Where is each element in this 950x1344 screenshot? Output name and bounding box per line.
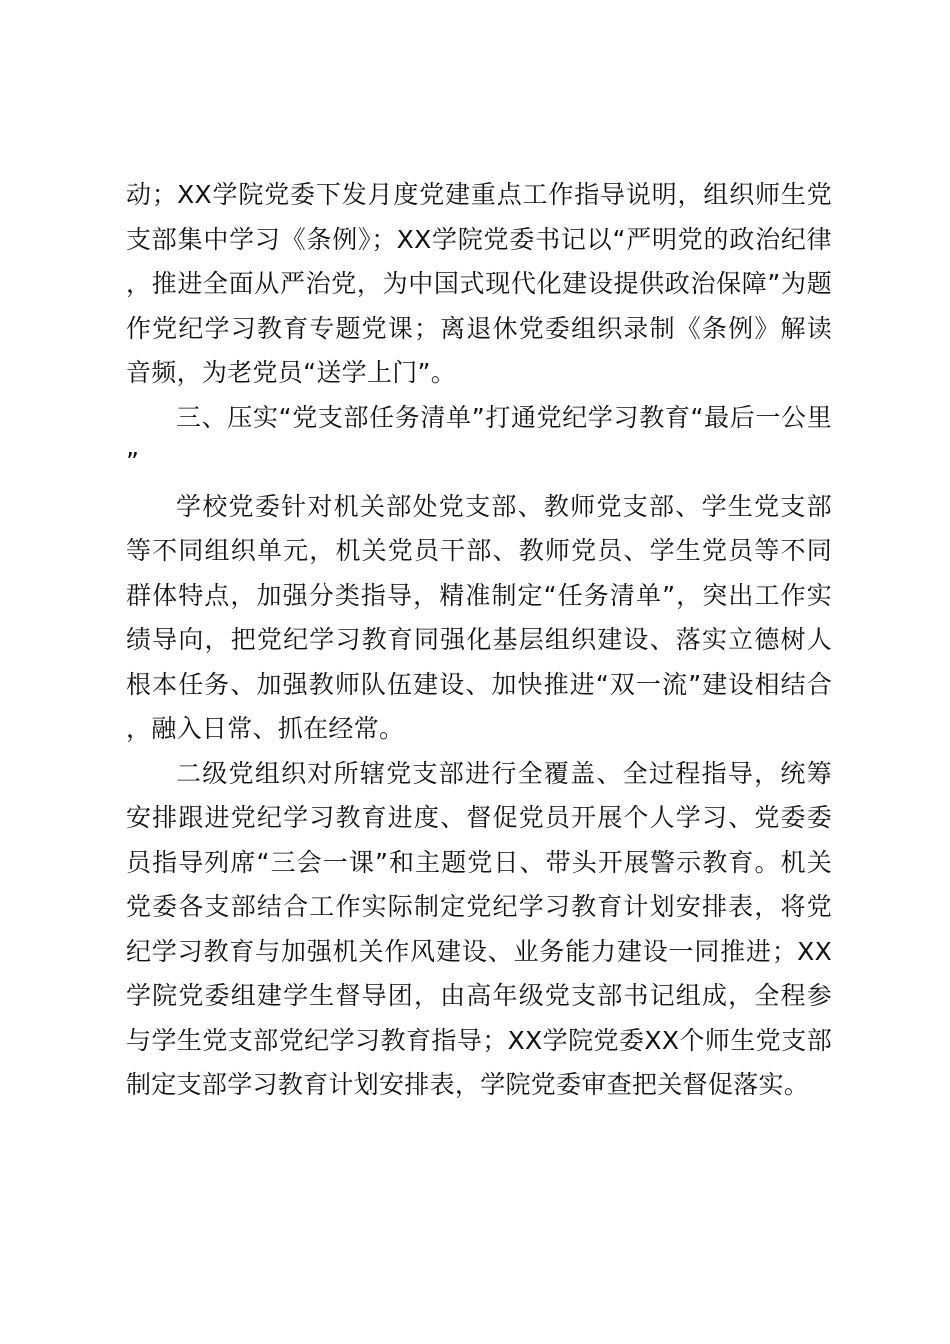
paragraph-task-list: 学校党委针对机关部处党支部、教师党支部、学生党支部等不同组织单元，机关党员干部、教师党员、学生党员等不同群体特点，加强分类指导，精准制定“任务清单”，突出工作实绩导向，把党纪学习教育同强化基层组织建设、落实立德树人根本任务、加强教师队伍建设、加快推进“双一流”建设相结合，融入日常、抓在经常。 (126, 491, 832, 743)
document-body (126, 173, 832, 1108)
paragraph-continuation: 动；XX学院党委下发月度党建重点工作指导说明，组织师生党支部集中学习《条例》；XX学院党委书记以“严明党的政治纪律，推进全面从严治党，为中国式现代化建设提供政治保障”为题作党纪学习教育专题党课；离退休党委组织录制《条例》解读音频，为老党员“送学上门”。 (126, 180, 832, 387)
section-heading-three: 三、压实“党支部任务清单”打通党纪学习教育“最后一公里” (126, 402, 832, 476)
paragraph-secondary-organizations: 二级党组织对所辖党支部进行全覆盖、全过程指导，统筹安排跟进党纪学习教育进度、督促党员开展个人学习、党委委员指导列席“三会一课”和主题党日、带头开展警示教育。机关党委各支部结合工作实际制定党纪学习教育计划安排表，将党纪学习教育与加强机关作风建设、业务能力建设一同推进；XX学院党委组建学生督导团，由高年级党支部书记组成，全程参与学生党支部党纪学习教育指导；XX学院党委XX个师生党支部制定支部学习教育计划安排表，学院党委审查把关督促落实。 (126, 758, 832, 1099)
